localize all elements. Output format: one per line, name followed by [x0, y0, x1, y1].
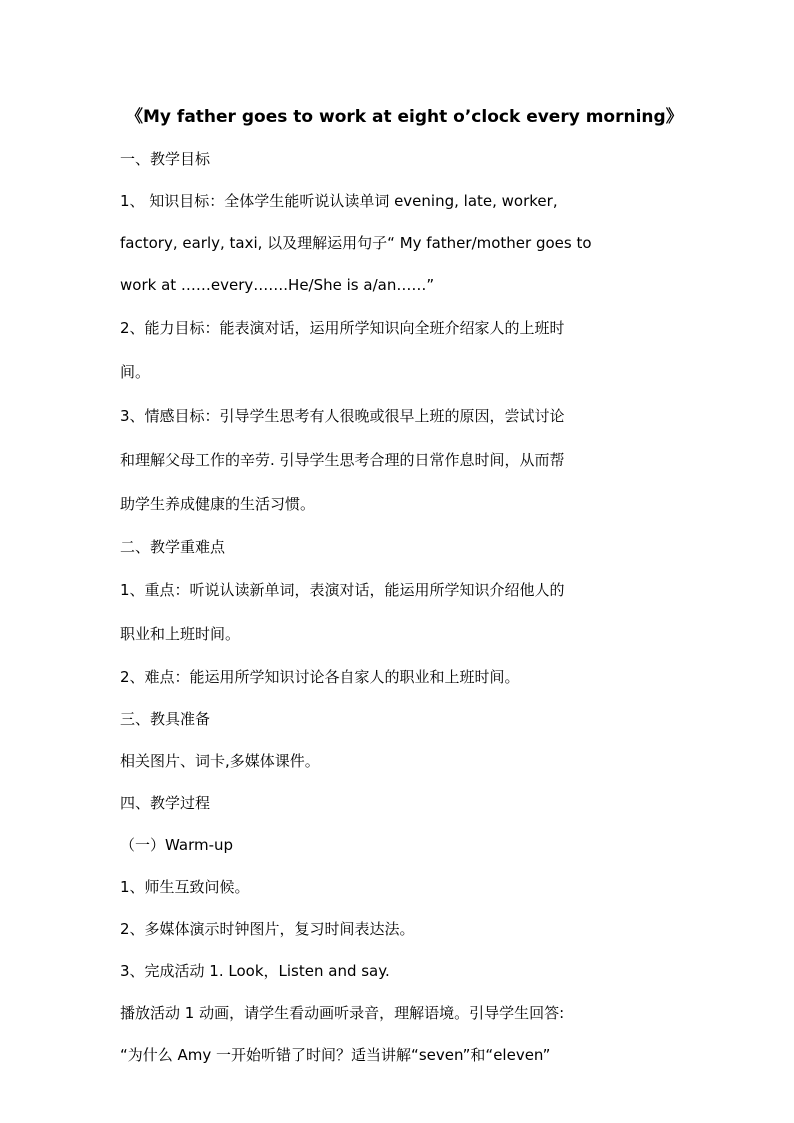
- document-title: 《My father goes to work at eight o’clock every morning》: [126, 107, 683, 127]
- ability-objective-line-1: 2、能力目标：能表演对话，运用所学知识向全班介绍家人的上班时: [120, 319, 565, 337]
- warm-up-step-1: 1、师生互致问候。: [120, 878, 250, 896]
- subsection-warm-up: （一）Warm-up: [120, 836, 234, 854]
- ability-objective-line-2: 间。: [120, 363, 151, 381]
- knowledge-objective-line-3: work at ……every…….He/She is a/an……”: [120, 276, 435, 294]
- section-heading-materials: 三、教具准备: [120, 710, 211, 728]
- knowledge-objective-text-1: 1、 知识目标：全体学生能听说认读单词 evening, late, worker,: [120, 192, 558, 210]
- warm-up-step-2: 2、多媒体演示时钟图片，复习时间表达法。: [120, 920, 415, 938]
- materials-text: 相关图片、词卡,多媒体课件。: [120, 752, 320, 770]
- section-heading-key-points: 二、教学重难点: [120, 538, 226, 556]
- emotion-objective-line-1: 3、情感目标：引导学生思考有人很晚或很早上班的原因，尝试讨论: [120, 407, 565, 425]
- warm-up-step-3: 3、完成活动 1. Look，Listen and say.: [120, 962, 390, 980]
- section-heading-objectives: 一、教学目标: [120, 150, 211, 168]
- key-point-line-1: 1、重点：听说认读新单词，表演对话，能运用所学知识介绍他人的: [120, 581, 565, 599]
- activity-paragraph-line-2: “为什么 Amy 一开始听错了时间？适当讲解“seven”和“eleven”: [120, 1046, 551, 1064]
- document-page: [120, 96, 683, 1076]
- knowledge-objective-line-2: factory, early, taxi, 以及理解运用句子“ My father/mother goes to: [120, 234, 592, 252]
- knowledge-objective-line-1: [120, 180, 676, 222]
- emotion-objective-line-3: 助学生养成健康的生活习惯。: [120, 495, 316, 513]
- activity-paragraph-line-1: 播放活动 1 动画，请学生看动画听录音，理解语境。引导学生回答:: [120, 1004, 565, 1022]
- emotion-objective-line-2: 和理解父母工作的辛劳. 引导学生思考合理的日常作息时间，从而帮: [120, 451, 565, 469]
- section-heading-process: 四、教学过程: [120, 794, 211, 812]
- difficult-point: 2、难点：能运用所学知识讨论各自家人的职业和上班时间。: [120, 668, 520, 686]
- key-point-line-2: 职业和上班时间。: [120, 625, 241, 643]
